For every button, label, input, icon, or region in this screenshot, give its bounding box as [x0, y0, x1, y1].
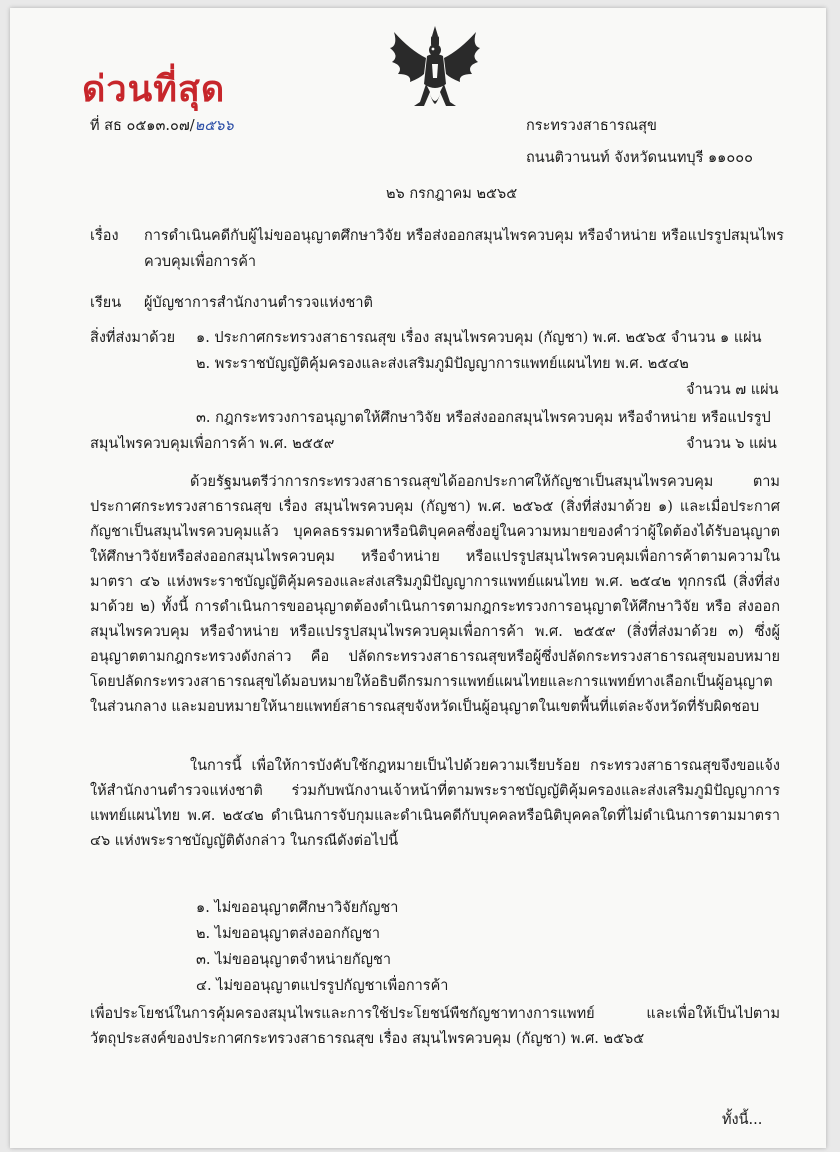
list-item-4: ๔. ไม่ขออนุญาตแปรรูปกัญชาเพื่อการค้า [196, 978, 449, 994]
recipient-name: ผู้บัญชาการสำนักงานตำรวจแห่งชาติ [144, 295, 373, 311]
enclosure-item-2-count: จำนวน ๗ แผ่น [686, 382, 779, 398]
subject-line-2: ควบคุมเพื่อการค้า [144, 254, 257, 270]
list-item-3: ๓. ไม่ขออนุญาตจำหน่ายกัญชา [196, 952, 391, 968]
letter-date: ๒๖ กรกฎาคม ๒๕๖๕ [386, 186, 518, 202]
body-paragraph-3: เพื่อประโยชน์ในการคุ้มครองสมุนไพรและการใช้ประโยชน์พืชกัญชาทางการแพทย์ และเพื่อให้เป็นไปตามวัตถุประสงค์ของประกาศกระทรวงสาธารณสุข เรื่อง สมุนไพรควบคุม (กัญชา) พ.ศ. ๒๕๖๕ [90, 1006, 780, 1047]
list-item-1: ๑. ไม่ขออนุญาตศึกษาวิจัยกัญชา [196, 900, 399, 916]
list-item-2: ๒. ไม่ขออนุญาตส่งออกกัญชา [196, 926, 381, 942]
body-paragraph-1: ด้วยรัฐมนตรีว่าการกระทรวงสาธารณสุขได้ออกประกาศให้กัญชาเป็นสมุนไพรควบคุม ตามประกาศกระทรวงสาธารณสุข เรื่อง สมุนไพรควบคุม (กัญชา) พ.ศ. ๒๕๖๕ (สิ่งที่ส่งมาด้วย ๑) และเมื่อประกาศกัญชาเป็นสมุนไพรควบคุมแล้ว บุคคลธรรมดาหรือนิติบุคคลซึ่งอยู่ในความหมายของคำว่าผู้ใดต้องได้รับอนุญาตให้ศึกษาวิจัยหรือส่งออกสมุนไพรควบคุม หรือจำหน่าย หรือแปรรูปสมุนไพรควบคุมเพื่อการค้าตามความในมาตรา ๔๖ แห่งพระราชบัญญัติคุ้มครองและส่งเสริมภูมิปัญญาการแพทย์แผนไทย พ.ศ. ๒๕๔๒ ทุกกรณี (สิ่งที่ส่งมาด้วย ๒) ทั้งนี้ การดำเนินการขออนุญาตต้องดำเนินการตามกฎกระทรวงการอนุญาตให้ศึกษาวิจัย หรือ ส่งออกสมุนไพรควบคุม หรือจำหน่าย หรือแปรรูปสมุนไพรควบคุมเพื่อการค้า พ.ศ. ๒๕๕๙ (สิ่งที่ส่งมาด้วย ๓) ซึ่งผู้อนุญาตตามกฎกระทรวงดังกล่าว คือ ปลัดกระทรวงสาธารณสุขหรือผู้ซึ่งปลัดกระทรวงสาธารณสุขมอบหมาย โดยปลัดกระทรวงสาธารณสุขได้มอบหมายให้อธิบดีกรมการแพทย์แผนไทยและการแพทย์ทางเลือกเป็นผู้อนุญาตในส่วนกลาง และมอบหมายให้นายแพทย์สาธารณสุขจังหวัดเป็นผู้อนุญาตในเขตพื้นที่แต่ละจังหวัดที่รับผิดชอบ [90, 474, 780, 715]
garuda-emblem-icon [380, 22, 490, 122]
subject-label: เรื่อง [90, 228, 119, 244]
enclosure-item-1: ๑. ประกาศกระทรวงสาธารณสุข เรื่อง สมุนไพรควบคุม (กัญชา) พ.ศ. ๒๕๖๕ จำนวน ๑ แผ่น [196, 330, 762, 346]
enclosure-item-3-count: จำนวน ๖ แผ่น [686, 436, 777, 452]
urgent-stamp: ด่วนที่สุด [82, 69, 226, 110]
body-paragraph-2: ในการนี้ เพื่อให้การบังคับใช้กฎหมายเป็นไปด้วยความเรียบร้อย กระทรวงสาธารณสุขจึงขอแจ้งให้สำนักงานตำรวจแห่งชาติ ร่วมกับพนักงานเจ้าหน้าที่ตามพระราชบัญญัติคุ้มครองและส่งเสริมภูมิปัญญาการแพทย์แผนไทย พ.ศ. ๒๕๔๒ ดำเนินการจับกุมและดำเนินคดีกับบุคคลหรือนิติบุคคลใดที่ไม่ดำเนินการตามมาตรา ๔๖ แห่งพระราชบัญญัติดังกล่าว ในกรณีดังต่อไปนี้ [90, 758, 780, 849]
enclosure-item-3-line-2: สมุนไพรควบคุมเพื่อการค้า พ.ศ. ๒๕๕๙ [90, 436, 335, 452]
subject-line-1: การดำเนินคดีกับผู้ไม่ขออนุญาตศึกษาวิจัย หรือส่งออกสมุนไพรควบคุม หรือจำหน่าย หรือแปรรูปสมุนไพร [144, 228, 784, 244]
letter-page [10, 8, 826, 1148]
enclosure-item-2: ๒. พระราชบัญญัติคุ้มครองและส่งเสริมภูมิปัญญาการแพทย์แผนไทย พ.ศ. ๒๕๔๒ [196, 356, 689, 372]
ministry-address: ถนนติวานนท์ จังหวัดนนทบุรี ๑๑๐๐๐ [526, 150, 753, 166]
ministry-name: กระทรวงสาธารณสุข [526, 118, 657, 134]
enclosure-item-3-line-1: ๓. กฎกระทรวงการอนุญาตให้ศึกษาวิจัย หรือส่งออกสมุนไพรควบคุม หรือจำหน่าย หรือแปรรูป [196, 410, 771, 426]
recipient-label: เรียน [90, 295, 122, 311]
page-continuation: ทั้งนี้... [722, 1112, 763, 1128]
document-number-prefix: ที่ สธ ๐๕๑๓.๐๗/ [90, 118, 195, 134]
document-number [90, 116, 234, 136]
document-number-handwritten: ๒๕๖๖ [194, 118, 234, 134]
enclosures-label: สิ่งที่ส่งมาด้วย [90, 330, 176, 346]
